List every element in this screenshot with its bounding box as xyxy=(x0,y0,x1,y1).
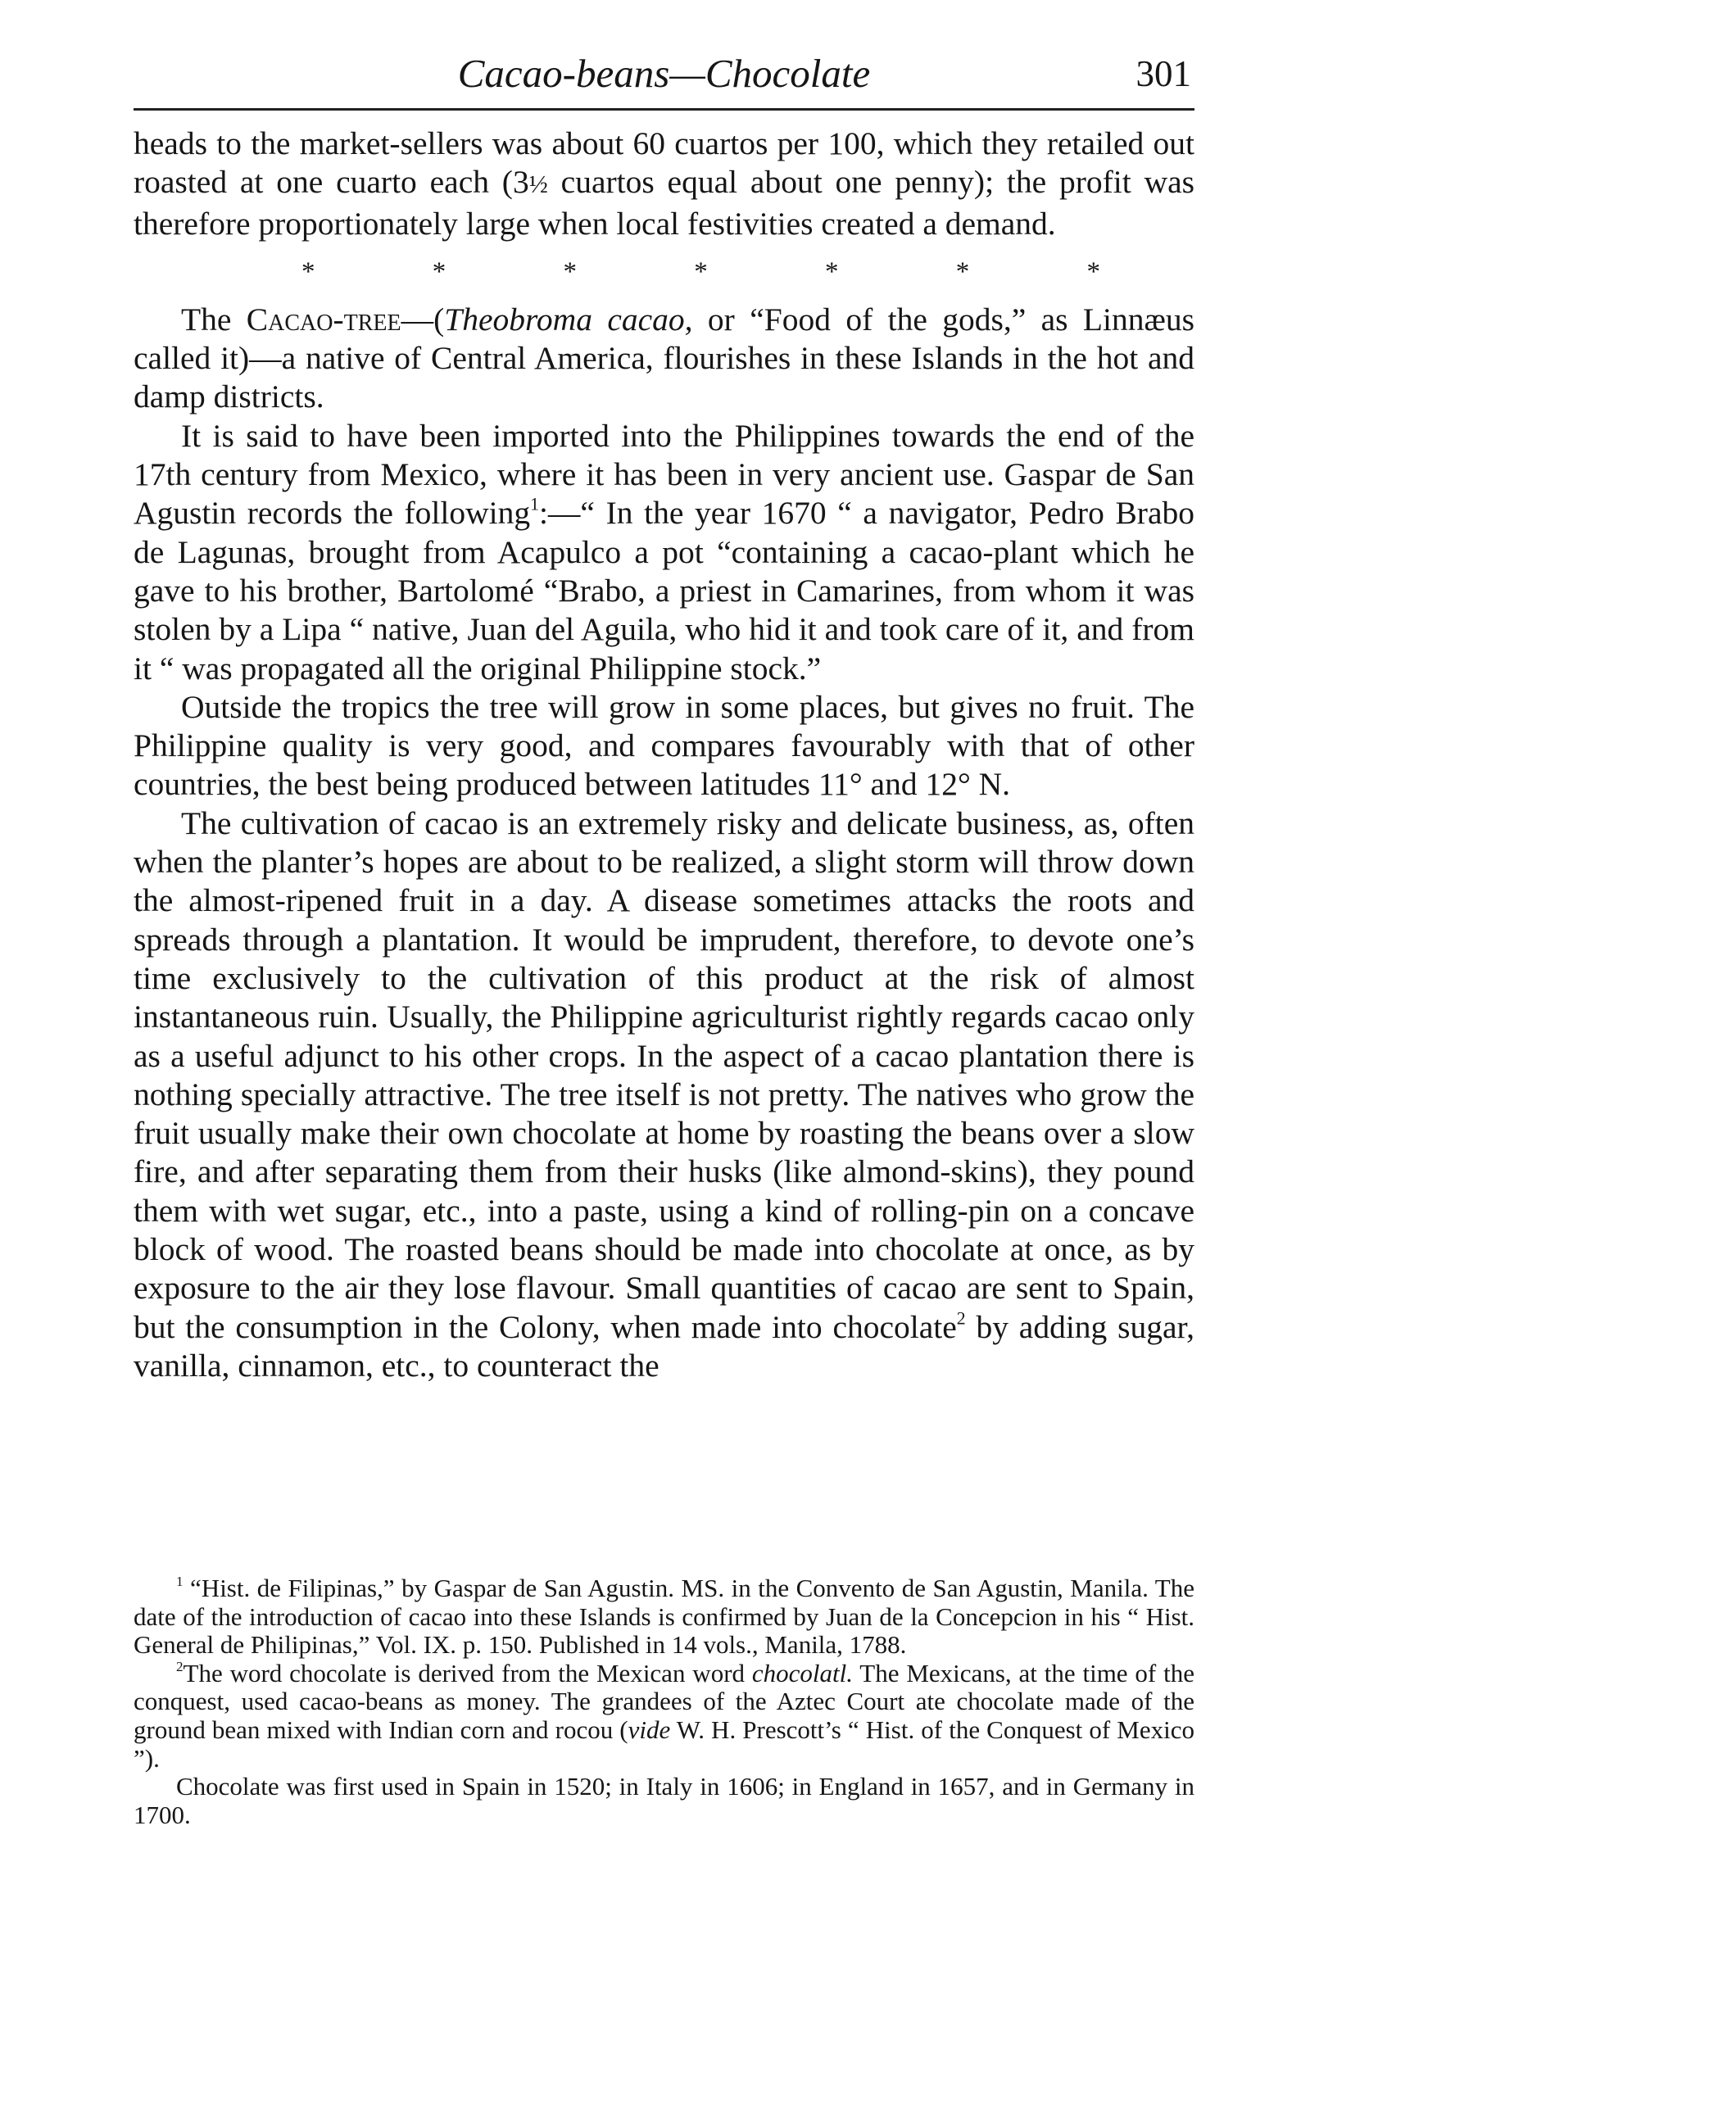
footnote-2-text-b: The Mexicans, at the time of the conquest, used cacao-beans as money. The grandees of the Aztec Court ate chocolate made of the ground bean mixed with Indian corn and rocou ( xyxy=(134,1658,1194,1744)
asterisk-6: * xyxy=(955,256,970,287)
footnote-2 xyxy=(134,1660,1194,1773)
footnote-2-marker: 2 xyxy=(176,1659,184,1674)
paragraph-2-end: or “Food of the gods,” as Linnæus called it)—a native of Central America, flourishes in these Islands in the hot and damp districts. xyxy=(134,301,1194,415)
footnote-3: Chocolate was first used in Spain in 1520; in Italy in 1606; in England in 1657, and in Germany in 1700. xyxy=(134,1772,1194,1829)
running-title: Cacao-beans—Chocolate xyxy=(457,51,871,96)
asterisk-7: * xyxy=(1086,256,1100,287)
paragraph-3-end: :—“ In the year 1670 “ a navigator, Pedro Brabo de Lagunas, brought from Acapulco a pot “containing a cacao-plant which he gave to his brother, Bartolomé “Brabo, a priest in Camarines, from whom it was stolen by a Lipa “ native, Juan del Aguila, who hid it and took care of it, and from it “ was propagated all the original Philippine stock.” xyxy=(134,495,1194,686)
footnote-2-italic-word: chocolatl. xyxy=(751,1658,853,1687)
footnote-2-text-a: The word chocolate is derived from the Mexican word xyxy=(183,1658,752,1687)
paragraph-5 xyxy=(134,804,1194,1385)
paragraph-2 xyxy=(134,301,1194,417)
footnote-2-vide: vide xyxy=(628,1715,671,1744)
paragraph-1 xyxy=(134,125,1194,243)
asterisk-3: * xyxy=(563,256,577,287)
body-text xyxy=(134,125,1194,1385)
fraction-half: ½ xyxy=(528,170,548,199)
latin-name: Theobroma cacao, xyxy=(444,301,693,337)
section-break-asterisks xyxy=(134,243,1194,301)
paragraph-5-start: The cultivation of cacao is an extremely risky and delicate business, as, often when the planter’s hopes are about to be realized, a slight storm will throw down the almost-ripened fruit in a day. A disease sometimes attacks the roots and spreads through a plantation. It would be imprudent, therefore, to devote one’s time exclusively to the cultivation of this product at the risk of almost instantaneous ruin. Usually, the Philippine agriculturist rightly regards cacao only as a useful adjunct to his other crops. In the aspect of a cacao plantation there is nothing specially attractive. The tree itself is not pretty. The natives who grow the fruit usually make their own chocolate at home by roasting the beans over a slow fire, and after separating them from their husks (like almond-skins), they pound them with wet sugar, etc., into a paste, using a kind of rolling-pin on a concave block of wood. The roasted beans should be made into chocolate at once, as by exposure to the air they lose flavour. Small quantities of cacao are sent to Spain, but the consumption in the Colony, when made into chocolate xyxy=(134,804,1194,1345)
paragraph-1-end: cuartos equal about one penny); the profit was therefore proportionately large when local festivities created a demand. xyxy=(134,164,1194,242)
cacao-tree-heading: Cacao-tree xyxy=(246,301,401,337)
footnote-2-text-c: W. H. Prescott’s “ Hist. of the Conquest of Mexico ”). xyxy=(134,1715,1194,1773)
footnotes xyxy=(134,1574,1194,1829)
footnote-ref-2: 2 xyxy=(956,1308,966,1329)
paragraph-3 xyxy=(134,417,1194,688)
page-number: 301 xyxy=(1135,53,1191,94)
footnote-1-text: “Hist. de Filipinas,” by Gaspar de San Agustin. MS. in the Convento de San Agustin, Manila. The date of the introduction of cacao into these Islands is confirmed by Juan de la Concepcion in his “ Hist. General de Philipinas,” Vol. IX. p. 150. Published in 14 vols., Manila, 1788. xyxy=(134,1574,1194,1660)
asterisk-1: * xyxy=(301,256,315,287)
paragraph-1-text: heads to the market-sellers was about 60 cuartos per 100, which they retailed out roasted at one cuarto each (3 xyxy=(134,125,1194,201)
footnote-1 xyxy=(134,1574,1194,1660)
paragraph-5-end: by adding sugar, vanilla, cinnamon, etc., to counteract the xyxy=(134,1308,1194,1384)
paragraph-4: Outside the tropics the tree will grow in some places, but gives no fruit. The Philippine quality is very good, and compares favourably with that of other countries, the best being produced between latitudes 11° and 12° N. xyxy=(134,688,1194,803)
asterisk-4: * xyxy=(694,256,708,287)
footnote-1-marker: 1 xyxy=(176,1574,184,1590)
page-header xyxy=(134,43,1194,111)
paragraph-2-start: The xyxy=(181,301,247,337)
paragraph-2-dash: —( xyxy=(401,301,445,337)
paragraph-3-start: It is said to have been imported into the Philippines towards the end of the 17th century from Mexico, where it has been in very ancient use. Gaspar de San Agustin records the following xyxy=(134,417,1194,532)
asterisk-5: * xyxy=(825,256,839,287)
asterisk-2: * xyxy=(432,256,446,287)
footnote-ref-1: 1 xyxy=(530,495,539,515)
